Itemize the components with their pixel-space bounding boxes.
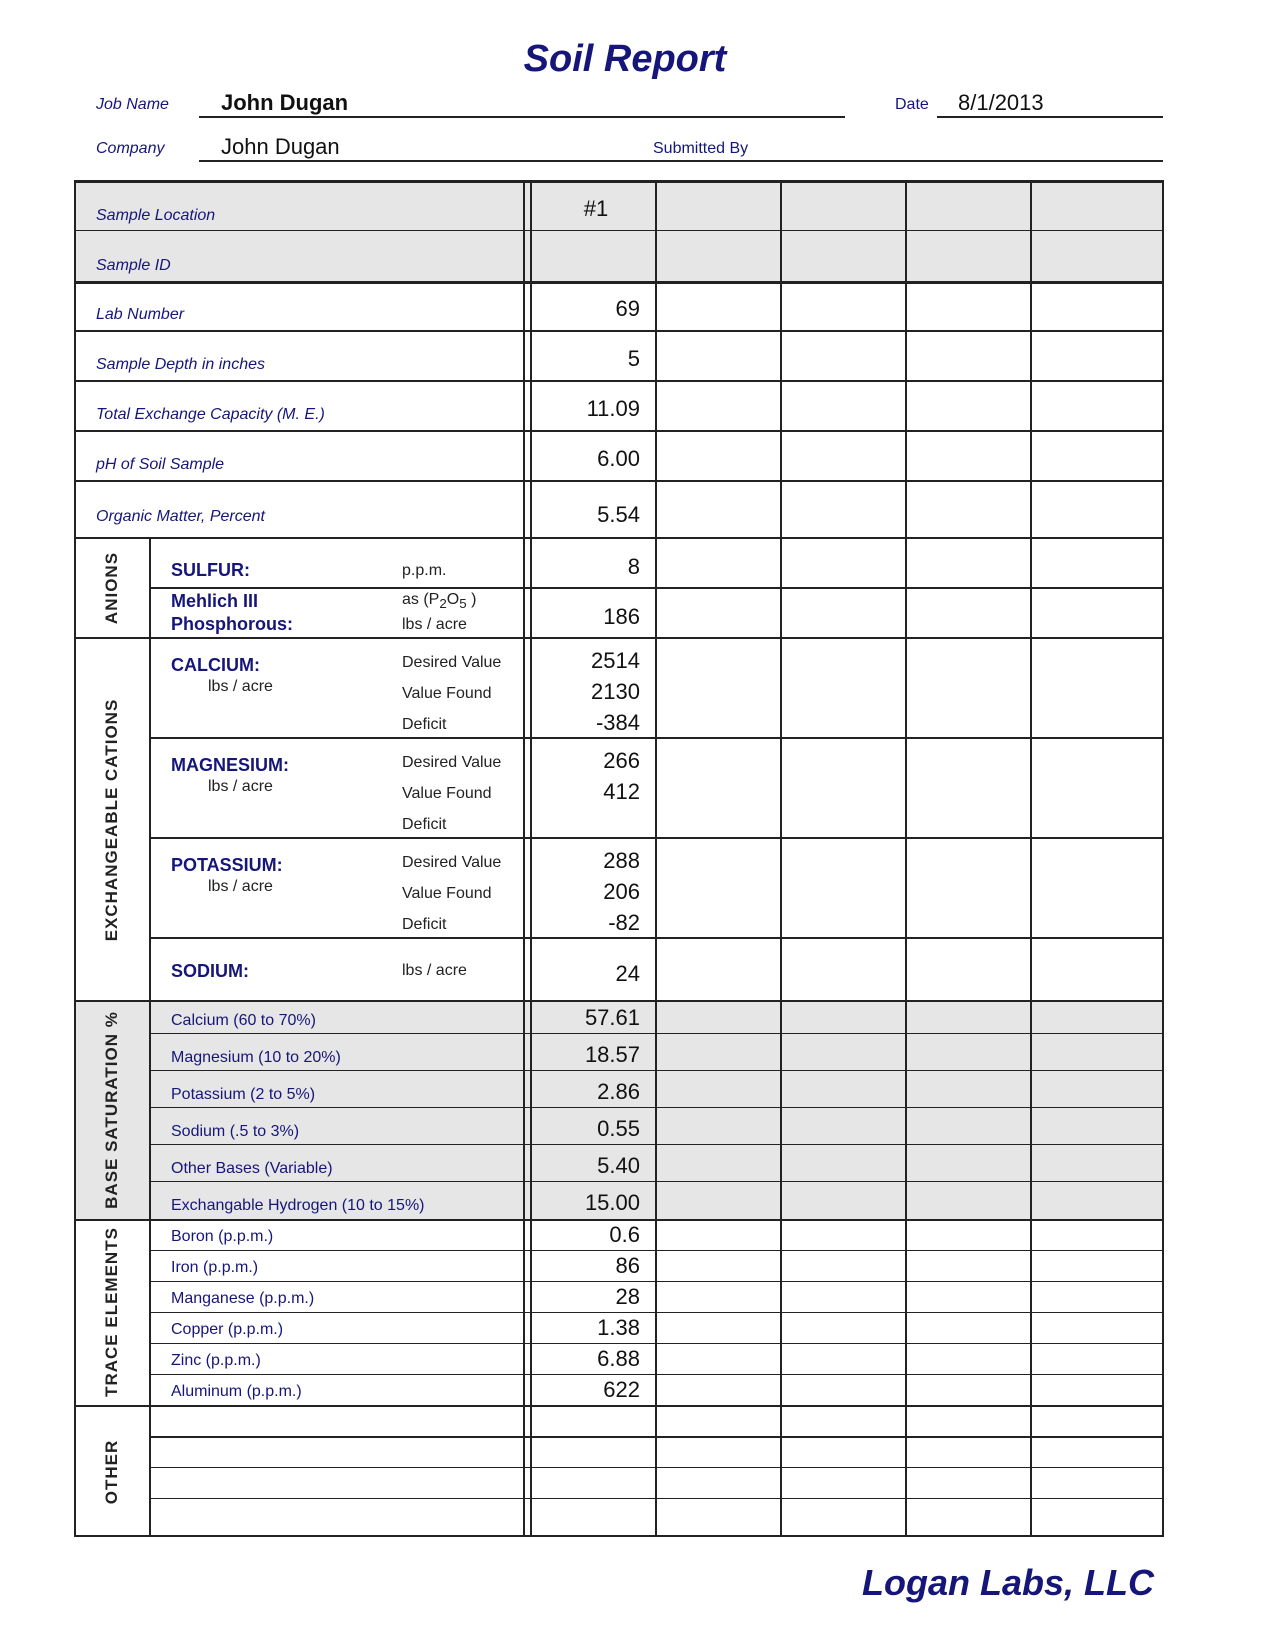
base-sat-other-bases-value: 5.40 xyxy=(597,1153,640,1178)
sample-location-value: #1 xyxy=(583,196,609,221)
job-name-value: John Dugan xyxy=(221,90,349,115)
lab-brand: Logan Labs, LLC xyxy=(862,1562,1154,1603)
potassium-label: POTASSIUM: xyxy=(171,855,283,875)
magnesium-found-value: 412 xyxy=(603,779,640,804)
trace-manganese-label: Manganese (p.p.m.) xyxy=(171,1290,315,1307)
potassium-found-value: 206 xyxy=(603,879,640,904)
date-value: 8/1/2013 xyxy=(958,90,1044,115)
trace-iron-value: 86 xyxy=(615,1253,640,1278)
sodium-label: SODIUM: xyxy=(171,961,249,981)
calcium-desired-value: 2514 xyxy=(591,648,640,673)
magnesium-desired-label: Desired Value xyxy=(402,754,502,771)
date-underline xyxy=(937,116,1163,118)
magnesium-deficit-label: Deficit xyxy=(402,816,447,833)
report-title: Soil Report xyxy=(523,38,727,80)
potassium-desired-value: 288 xyxy=(603,848,640,873)
sodium-unit: lbs / acre xyxy=(402,962,467,979)
base-sat-magnesium-value: 18.57 xyxy=(584,1042,640,1067)
potassium-unit: lbs / acre xyxy=(208,878,273,895)
trace-copper-value: 1.38 xyxy=(597,1315,640,1340)
base-sat-calcium-label: Calcium (60 to 70%) xyxy=(171,1012,316,1029)
calcium-unit: lbs / acre xyxy=(208,678,273,695)
sample-depth-label: Sample Depth in inches xyxy=(96,356,265,373)
tec-value: 11.09 xyxy=(586,396,640,421)
phosphorous-unit-line2: lbs / acre xyxy=(402,616,467,633)
company-underline xyxy=(199,160,1163,162)
tec-label: Total Exchange Capacity (M. E.) xyxy=(96,406,325,423)
base-sat-calcium-value: 57.61 xyxy=(584,1005,640,1030)
company-value: John Dugan xyxy=(221,134,340,159)
calcium-found-value: 2130 xyxy=(591,679,640,704)
magnesium-desired-value: 266 xyxy=(603,748,640,773)
trace-boron-value: 0.6 xyxy=(609,1222,640,1247)
sulfur-label: SULFUR: xyxy=(171,560,250,580)
submitted-by-label: Submitted By xyxy=(653,140,749,157)
calcium-deficit-value: -384 xyxy=(595,710,640,735)
organic-matter-label: Organic Matter, Percent xyxy=(96,508,265,525)
lab-number-value: 69 xyxy=(615,296,640,321)
base-sat-magnesium-label: Magnesium (10 to 20%) xyxy=(171,1049,341,1066)
potassium-deficit-label: Deficit xyxy=(402,916,447,933)
cations-section-label: EXCHANGEABLE CATIONS xyxy=(102,698,121,942)
base-sat-potassium-label: Potassium (2 to 5%) xyxy=(171,1086,316,1103)
trace-zinc-label: Zinc (p.p.m.) xyxy=(171,1352,261,1369)
sulfur-value: 8 xyxy=(627,554,640,579)
calcium-label: CALCIUM: xyxy=(171,655,260,675)
anions-section-label: ANIONS xyxy=(102,551,121,625)
calcium-desired-label: Desired Value xyxy=(402,654,502,671)
trace-aluminum-label: Aluminum (p.p.m.) xyxy=(171,1383,302,1400)
base-sat-sodium-value: 0.55 xyxy=(597,1116,640,1141)
date-label: Date xyxy=(895,96,929,113)
base-sat-sodium-label: Sodium (.5 to 3%) xyxy=(171,1123,300,1140)
base-sat-hydrogen-value: 15.00 xyxy=(584,1190,640,1215)
organic-matter-value: 5.54 xyxy=(597,502,640,527)
trace-elements-section-label: TRACE ELEMENTS xyxy=(102,1227,121,1397)
job-name-underline xyxy=(199,116,845,118)
sample-id-label: Sample ID xyxy=(96,257,171,274)
phosphorous-value: 186 xyxy=(603,604,640,629)
sample-depth-value: 5 xyxy=(627,346,640,371)
trace-manganese-value: 28 xyxy=(615,1284,640,1309)
lab-number-label: Lab Number xyxy=(96,306,185,323)
magnesium-label: MAGNESIUM: xyxy=(171,755,289,775)
job-name-label: Job Name xyxy=(96,96,169,113)
calcium-found-label: Value Found xyxy=(402,685,492,702)
trace-boron-label: Boron (p.p.m.) xyxy=(171,1228,274,1245)
ph-label: pH of Soil Sample xyxy=(96,456,225,473)
phosphorous-unit-formula: as ($P_2O_5$ ) xyxy=(402,591,477,612)
potassium-desired-label: Desired Value xyxy=(402,854,502,871)
trace-aluminum-value: 622 xyxy=(603,1377,640,1402)
ph-value: 6.00 xyxy=(597,446,640,471)
sulfur-unit: p.p.m. xyxy=(402,562,447,579)
magnesium-unit: lbs / acre xyxy=(208,778,273,795)
base-sat-potassium-value: 2.86 xyxy=(597,1079,640,1104)
trace-copper-label: Copper (p.p.m.) xyxy=(171,1321,284,1338)
sample-location-label: Sample Location xyxy=(96,207,216,224)
calcium-deficit-label: Deficit xyxy=(402,716,447,733)
trace-iron-label: Iron (p.p.m.) xyxy=(171,1259,259,1276)
potassium-deficit-value: -82 xyxy=(608,910,640,935)
trace-zinc-value: 6.88 xyxy=(597,1346,640,1371)
potassium-found-label: Value Found xyxy=(402,885,492,902)
base-sat-other-bases-label: Other Bases (Variable) xyxy=(171,1160,333,1177)
other-section-label: OTHER xyxy=(102,1439,121,1505)
phosphorous-label-line1: Mehlich III xyxy=(171,591,259,611)
company-label: Company xyxy=(96,140,165,157)
magnesium-found-label: Value Found xyxy=(402,785,492,802)
base-sat-hydrogen-label: Exchangable Hydrogen (10 to 15%) xyxy=(171,1197,425,1214)
sodium-value: 24 xyxy=(615,961,640,986)
phosphorous-label-line2: Phosphorous: xyxy=(171,614,293,634)
base-saturation-section-label: BASE SATURATION % xyxy=(102,1011,121,1209)
